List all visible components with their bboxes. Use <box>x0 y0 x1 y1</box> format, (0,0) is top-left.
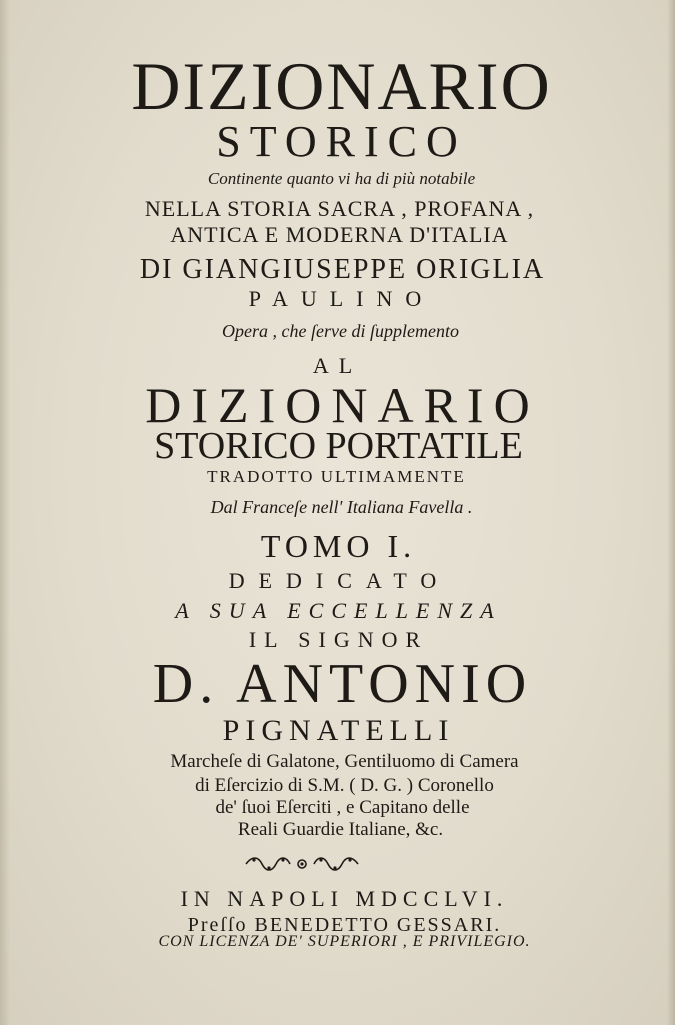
dal-line: Dal Franceſe nell' Italiana Favella . <box>210 497 473 517</box>
author-line-1: DI GIANGIUSEPPE ORIGLIA <box>139 254 546 285</box>
tomo-line: TOMO I. <box>260 528 417 564</box>
author-line-2: PAULINO <box>248 286 435 311</box>
imprint-place: IN NAPOLI MDCCLVI. <box>180 886 509 911</box>
tradotto-line: TRADOTTO ULTIMAMENTE <box>207 467 466 486</box>
subtitle-caps-2: ANTICA E MODERNA D'ITALIA <box>170 222 509 247</box>
subtitle-italic: Continente quanto vi ha di più notabile <box>207 169 476 188</box>
opera-line: Opera , che ſerve di ſupplemento <box>222 321 459 341</box>
main-title-1: DIZIONARIO <box>145 377 540 433</box>
fleuron-ornament-icon <box>242 854 362 874</box>
main-title-2: STORICO PORTATILE <box>154 425 523 467</box>
description-line-2: di Eſercizio di S.M. ( D. G. ) Coronello <box>195 775 494 796</box>
dedicatee-name-1: D. ANTONIO <box>152 653 533 715</box>
title-line-2: STORICO <box>216 117 467 166</box>
description-line-4: Reali Guardie Italiane, &c. <box>237 819 444 840</box>
signor-line: IL SIGNOR <box>248 627 429 652</box>
subtitle-caps-1: NELLA STORIA SACRA , PROFANA , <box>144 196 535 221</box>
eccellenza-line: A SUA ECCELLENZA <box>175 598 502 623</box>
dedicatee-name-2: PIGNATELLI <box>222 714 455 747</box>
title-line-1: DIZIONARIO <box>131 48 552 124</box>
imprint-printer: Preſſo BENEDETTO GESSARI. <box>187 914 502 936</box>
dedicato-line: DEDICATO <box>228 568 451 593</box>
imprint-license: CON LICENZA DE' SUPERIORI , E PRIVILEGIO. <box>158 933 531 950</box>
description-line-1: Marcheſe di Galatone, Gentiluomo di Camera <box>170 751 519 772</box>
description-line-3: de' ſuoi Eſerciti , e Capitano delle <box>215 797 470 818</box>
al-line: AL <box>312 353 363 378</box>
